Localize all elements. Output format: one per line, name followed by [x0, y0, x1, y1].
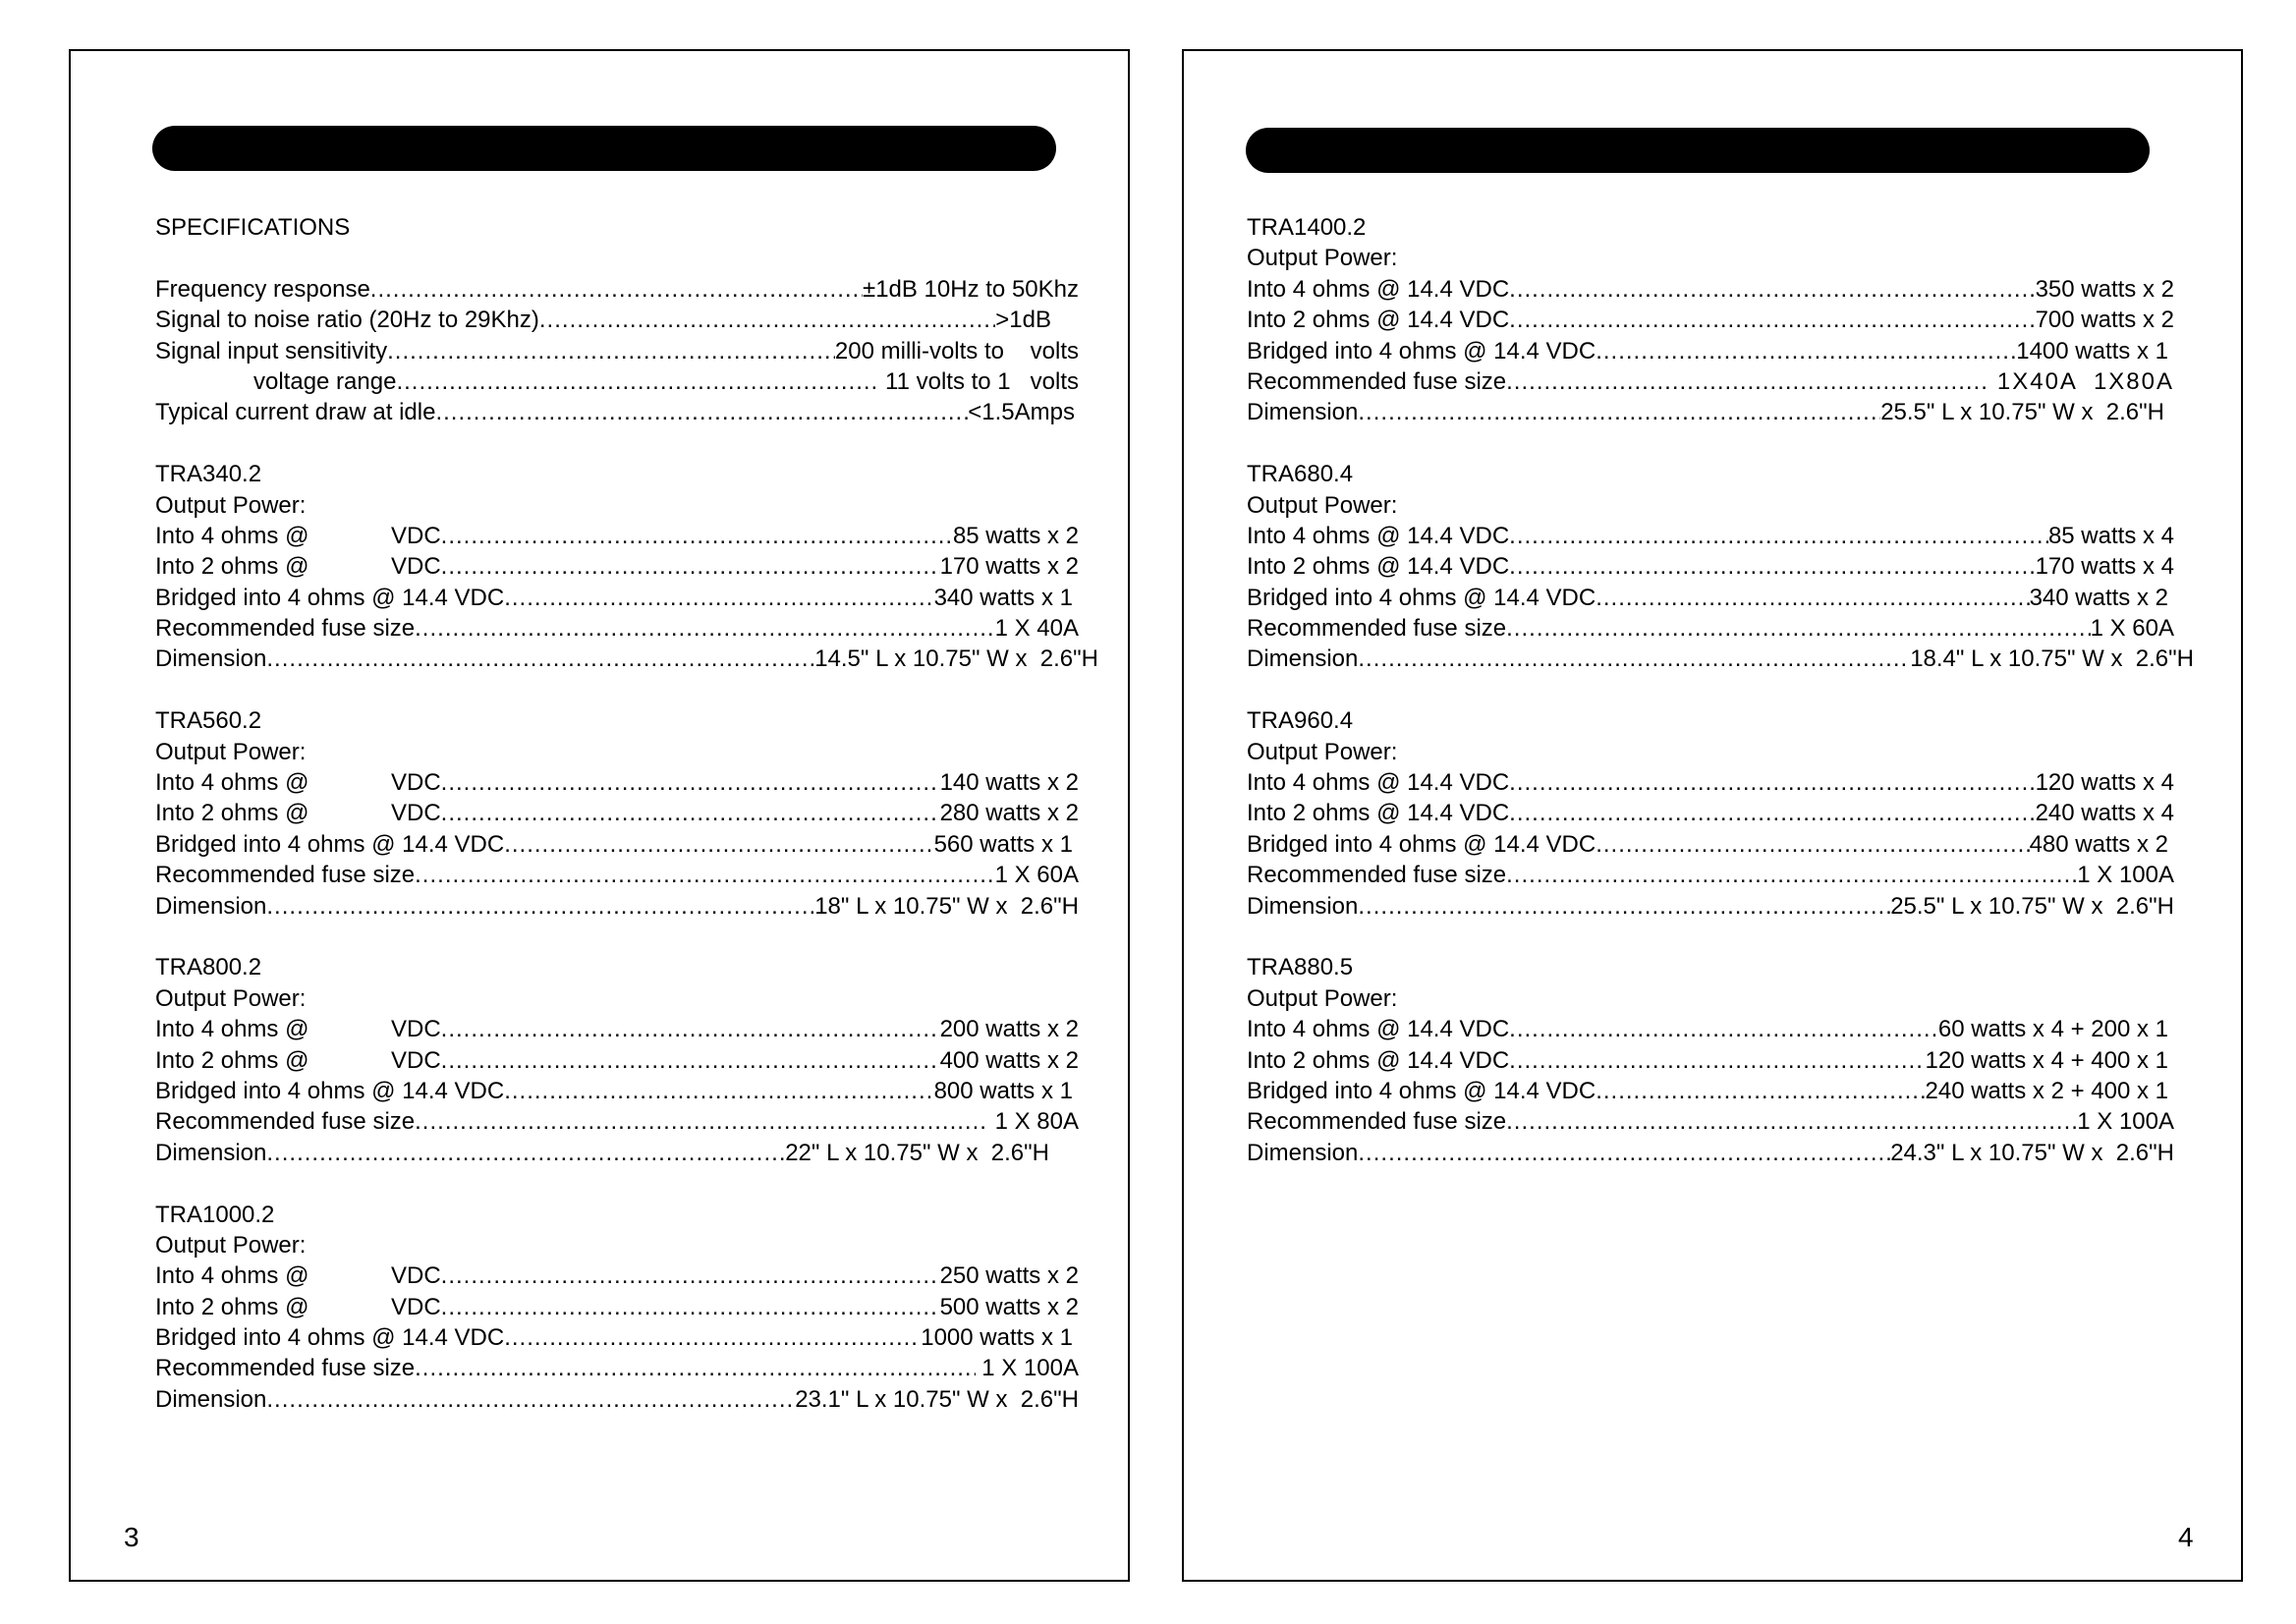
spec-value: 1 X 60A — [2090, 615, 2174, 643]
spec-value: 18.4" L x 10.75" W x 2.6"H — [1910, 645, 2194, 673]
spec-row-bridged — [1247, 1076, 2174, 1106]
spec-value: 240 watts x 4 — [2035, 800, 2174, 827]
spec-row-bridged — [155, 583, 1079, 613]
spec-row-fuse — [1247, 1106, 2174, 1137]
spec-value: 1 X 100A — [2077, 862, 2174, 889]
spec-label: Bridged into 4 ohms @ 14.4 VDC — [1247, 584, 1596, 611]
spec-label: Into 4 ohms @ — [155, 522, 309, 549]
spec-label-unit: VDC — [391, 1046, 441, 1074]
spec-row-2ohm — [155, 1292, 1079, 1322]
spec-label: Into 2 ohms @ 14.4 VDC — [1247, 1046, 1510, 1074]
spec-label: Bridged into 4 ohms @ 14.4 VDC — [1247, 337, 1596, 364]
spec-label: voltage range — [253, 367, 397, 395]
spec-value: <1.5Amps — [968, 399, 1075, 426]
model-name: TRA340.2 — [155, 461, 262, 488]
spec-row-dimension — [1247, 1138, 2174, 1168]
spec-value: 120 watts x 4 — [2035, 769, 2174, 797]
spec-label-unit: VDC — [391, 769, 441, 797]
spec-row-dimension — [155, 891, 1079, 922]
specifications-heading: SPECIFICATIONS — [155, 214, 351, 241]
output-power-label: Output Power: — [155, 738, 307, 765]
spec-label: Signal input sensitivity — [155, 337, 388, 364]
spec-label: Into 2 ohms @ — [155, 800, 309, 827]
header-bar — [152, 126, 1056, 171]
spec-label: Dimension — [1247, 892, 1359, 920]
spec-row-bridged — [1247, 336, 2174, 366]
spec-value: 170 watts x 2 — [939, 553, 1079, 581]
spacer — [155, 675, 1079, 705]
model-name: TRA1000.2 — [155, 1201, 275, 1228]
output-power-label: Output Power: — [155, 1231, 307, 1259]
spec-value: 200 watts x 2 — [939, 1016, 1079, 1043]
spec-value: 480 watts x 2 — [2029, 830, 2168, 858]
header-bar — [1246, 128, 2150, 173]
spec-label: Into 4 ohms @ — [155, 1262, 309, 1290]
spec-label-unit: VDC — [391, 1293, 441, 1320]
spec-value: 1 X 100A — [2077, 1108, 2174, 1136]
spec-label-unit: VDC — [391, 522, 441, 549]
spacer — [155, 428, 1079, 459]
spec-row-idle-current — [155, 397, 1079, 427]
spec-value: 25.5" L x 10.75" W x 2.6"H — [1890, 892, 2174, 920]
spec-label: Into 4 ohms @ 14.4 VDC — [1247, 769, 1510, 797]
spec-row-4ohm — [155, 521, 1079, 551]
spec-value: 85 watts x 2 — [952, 522, 1079, 549]
spec-row-bridged — [155, 829, 1079, 860]
spec-value: 18" L x 10.75" W x 2.6"H — [814, 892, 1079, 920]
spec-label: Into 2 ohms @ 14.4 VDC — [1247, 307, 1510, 334]
spec-row-2ohm — [155, 551, 1079, 582]
spacer — [155, 243, 1079, 273]
left-page-content — [155, 212, 1098, 1415]
spec-value: 1400 watts x 1 — [2016, 337, 2168, 364]
output-power-label: Output Power: — [155, 984, 307, 1012]
spacer — [1247, 428, 2174, 459]
spec-label: Bridged into 4 ohms @ 14.4 VDC — [155, 1077, 505, 1104]
spec-value: 14.5" L x 10.75" W x 2.6"H — [814, 645, 1098, 673]
spec-row-bridged — [1247, 583, 2174, 613]
spec-value: >1dB — [995, 307, 1051, 334]
spec-label: Into 2 ohms @ — [155, 553, 309, 581]
spec-row-fuse — [155, 613, 1079, 644]
page-left — [69, 49, 1130, 1582]
spec-label: Recommended fuse size — [1247, 1108, 1507, 1136]
spec-row-dimension — [155, 1384, 1079, 1415]
spec-row-4ohm — [1247, 767, 2174, 798]
spec-label: Recommended fuse size — [1247, 367, 1507, 395]
right-page-content — [1247, 212, 2194, 1168]
spec-label: Recommended fuse size — [155, 615, 416, 643]
spec-label: Dimension — [155, 645, 267, 673]
spec-label: Into 2 ohms @ 14.4 VDC — [1247, 800, 1510, 827]
spec-row-frequency — [155, 274, 1079, 305]
spec-label: Dimension — [155, 892, 267, 920]
spec-value: 1 X 60A — [994, 862, 1079, 889]
spec-row-fuse — [1247, 366, 2174, 397]
spec-row-sensitivity — [155, 336, 1079, 366]
spec-value: 240 watts x 2 + 400 x 1 — [1925, 1077, 2168, 1104]
spec-value: 1 X 80A — [987, 1108, 1079, 1136]
spec-label: Frequency response — [155, 275, 370, 303]
spec-value: 120 watts x 4 + 400 x 1 — [1925, 1046, 2168, 1074]
spec-value: 560 watts x 1 — [933, 830, 1073, 858]
spec-label: Dimension — [1247, 399, 1359, 426]
spacer — [155, 922, 1079, 952]
spec-label: Recommended fuse size — [1247, 862, 1507, 889]
spec-value: 85 watts x 4 — [2047, 522, 2174, 549]
spec-value: 700 watts x 2 — [2035, 307, 2174, 334]
spec-label: Into 2 ohms @ 14.4 VDC — [1247, 553, 1510, 581]
spec-row-bridged — [1247, 829, 2174, 860]
spec-value: 400 watts x 2 — [939, 1046, 1079, 1074]
page-number: 4 — [2178, 1522, 2194, 1552]
spacer — [155, 1168, 1079, 1199]
spec-value: 11 volts to 1 volts — [878, 367, 1079, 395]
spec-row-4ohm — [1247, 274, 2174, 305]
model-name: TRA880.5 — [1247, 954, 1354, 981]
spec-value: 350 watts x 2 — [2035, 275, 2174, 303]
spec-row-2ohm — [1247, 798, 2174, 828]
spec-value: ±1dB 10Hz to 50Khz — [863, 275, 1079, 303]
spec-row-fuse — [1247, 860, 2174, 890]
spec-row-dimension — [155, 644, 1098, 674]
spacer — [1247, 675, 2174, 705]
spec-label: Dimension — [1247, 1139, 1359, 1166]
spec-value: 1X40A 1X80A — [1988, 367, 2174, 395]
spec-label-unit: VDC — [391, 1016, 441, 1043]
spec-row-dimension — [155, 1138, 1049, 1168]
spec-label: Into 2 ohms @ — [155, 1046, 309, 1074]
spec-value: 1000 watts x 1 — [921, 1324, 1073, 1352]
spec-value: 340 watts x 1 — [933, 584, 1073, 611]
spec-label-unit: VDC — [391, 553, 441, 581]
output-power-label: Output Power: — [1247, 491, 1398, 519]
spec-value: 500 watts x 2 — [939, 1293, 1079, 1320]
spec-label: Bridged into 4 ohms @ 14.4 VDC — [155, 1324, 505, 1352]
spec-label: Bridged into 4 ohms @ 14.4 VDC — [1247, 830, 1596, 858]
spec-row-2ohm — [1247, 551, 2174, 582]
spec-value: 23.1" L x 10.75" W x 2.6"H — [795, 1385, 1079, 1413]
spec-row-2ohm — [155, 798, 1079, 828]
spec-label: Recommended fuse size — [155, 1355, 416, 1382]
spec-row-voltage-range — [155, 366, 1079, 397]
model-name: TRA1400.2 — [1247, 214, 1367, 241]
spec-value: 25.5" L x 10.75" W x 2.6"H — [1880, 399, 2164, 426]
spec-value: 24.3" L x 10.75" W x 2.6"H — [1890, 1139, 2174, 1166]
spec-row-4ohm — [155, 1014, 1079, 1044]
spec-row-fuse — [155, 1106, 1079, 1137]
page-right — [1182, 49, 2243, 1582]
spec-row-bridged — [155, 1076, 1079, 1106]
model-name: TRA560.2 — [155, 707, 262, 735]
spec-label: Dimension — [1247, 645, 1359, 673]
spec-label: Into 2 ohms @ — [155, 1293, 309, 1320]
output-power-label: Output Power: — [155, 491, 307, 519]
spec-row-4ohm — [1247, 521, 2174, 551]
spec-label: Bridged into 4 ohms @ 14.4 VDC — [1247, 1077, 1596, 1104]
spec-value: 1 X 40A — [994, 615, 1079, 643]
spec-row-fuse — [155, 1353, 1079, 1383]
spec-row-fuse — [1247, 613, 2174, 644]
spec-value: 800 watts x 1 — [933, 1077, 1073, 1104]
spec-value: 140 watts x 2 — [939, 769, 1079, 797]
spec-label: Typical current draw at idle — [155, 399, 436, 426]
spec-value: 1 X 100A — [975, 1355, 1079, 1382]
model-name: TRA680.4 — [1247, 461, 1354, 488]
spec-row-4ohm — [155, 767, 1079, 798]
spec-label: Into 4 ohms @ — [155, 769, 309, 797]
spec-label: Bridged into 4 ohms @ 14.4 VDC — [155, 584, 505, 611]
spec-row-dimension — [1247, 644, 2194, 674]
spacer — [1247, 922, 2174, 952]
spec-value: 170 watts x 4 — [2035, 553, 2174, 581]
spec-value: 200 milli-volts to volts — [834, 337, 1079, 364]
spec-row-4ohm — [155, 1260, 1079, 1291]
spec-row-fuse — [155, 860, 1079, 890]
spec-value: 250 watts x 2 — [939, 1262, 1079, 1290]
spec-label: Signal to noise ratio (20Hz to 29Khz) — [155, 307, 539, 334]
spec-label: Recommended fuse size — [155, 862, 416, 889]
spec-value: 280 watts x 2 — [939, 800, 1079, 827]
spec-row-snr — [155, 305, 1079, 335]
spec-label-unit: VDC — [391, 800, 441, 827]
spec-label: Dimension — [155, 1139, 267, 1166]
spec-label-unit: VDC — [391, 1262, 441, 1290]
model-name: TRA800.2 — [155, 954, 262, 981]
spec-value: 340 watts x 2 — [2029, 584, 2168, 611]
spec-label: Dimension — [155, 1385, 267, 1413]
spec-label: Recommended fuse size — [1247, 615, 1507, 643]
spec-label: Recommended fuse size — [155, 1108, 416, 1136]
output-power-label: Output Power: — [1247, 738, 1398, 765]
spec-value: 22" L x 10.75" W x 2.6"H — [785, 1139, 1049, 1166]
spec-row-2ohm — [1247, 1045, 2174, 1076]
spec-label: Into 4 ohms @ — [155, 1016, 309, 1043]
page-number: 3 — [124, 1522, 140, 1552]
spec-value: 60 watts x 4 + 200 x 1 — [1937, 1016, 2168, 1043]
spec-row-4ohm — [1247, 1014, 2174, 1044]
spec-label: Into 4 ohms @ 14.4 VDC — [1247, 522, 1510, 549]
output-power-label: Output Power: — [1247, 984, 1398, 1012]
model-name: TRA960.4 — [1247, 707, 1354, 735]
spec-row-dimension — [1247, 397, 2164, 427]
spec-row-2ohm — [1247, 305, 2174, 335]
output-power-label: Output Power: — [1247, 245, 1398, 272]
spec-row-2ohm — [155, 1045, 1079, 1076]
spec-label: Into 4 ohms @ 14.4 VDC — [1247, 275, 1510, 303]
spec-label: Bridged into 4 ohms @ 14.4 VDC — [155, 830, 505, 858]
spec-row-dimension — [1247, 891, 2174, 922]
spec-row-bridged — [155, 1322, 1079, 1353]
spec-label: Into 4 ohms @ 14.4 VDC — [1247, 1016, 1510, 1043]
